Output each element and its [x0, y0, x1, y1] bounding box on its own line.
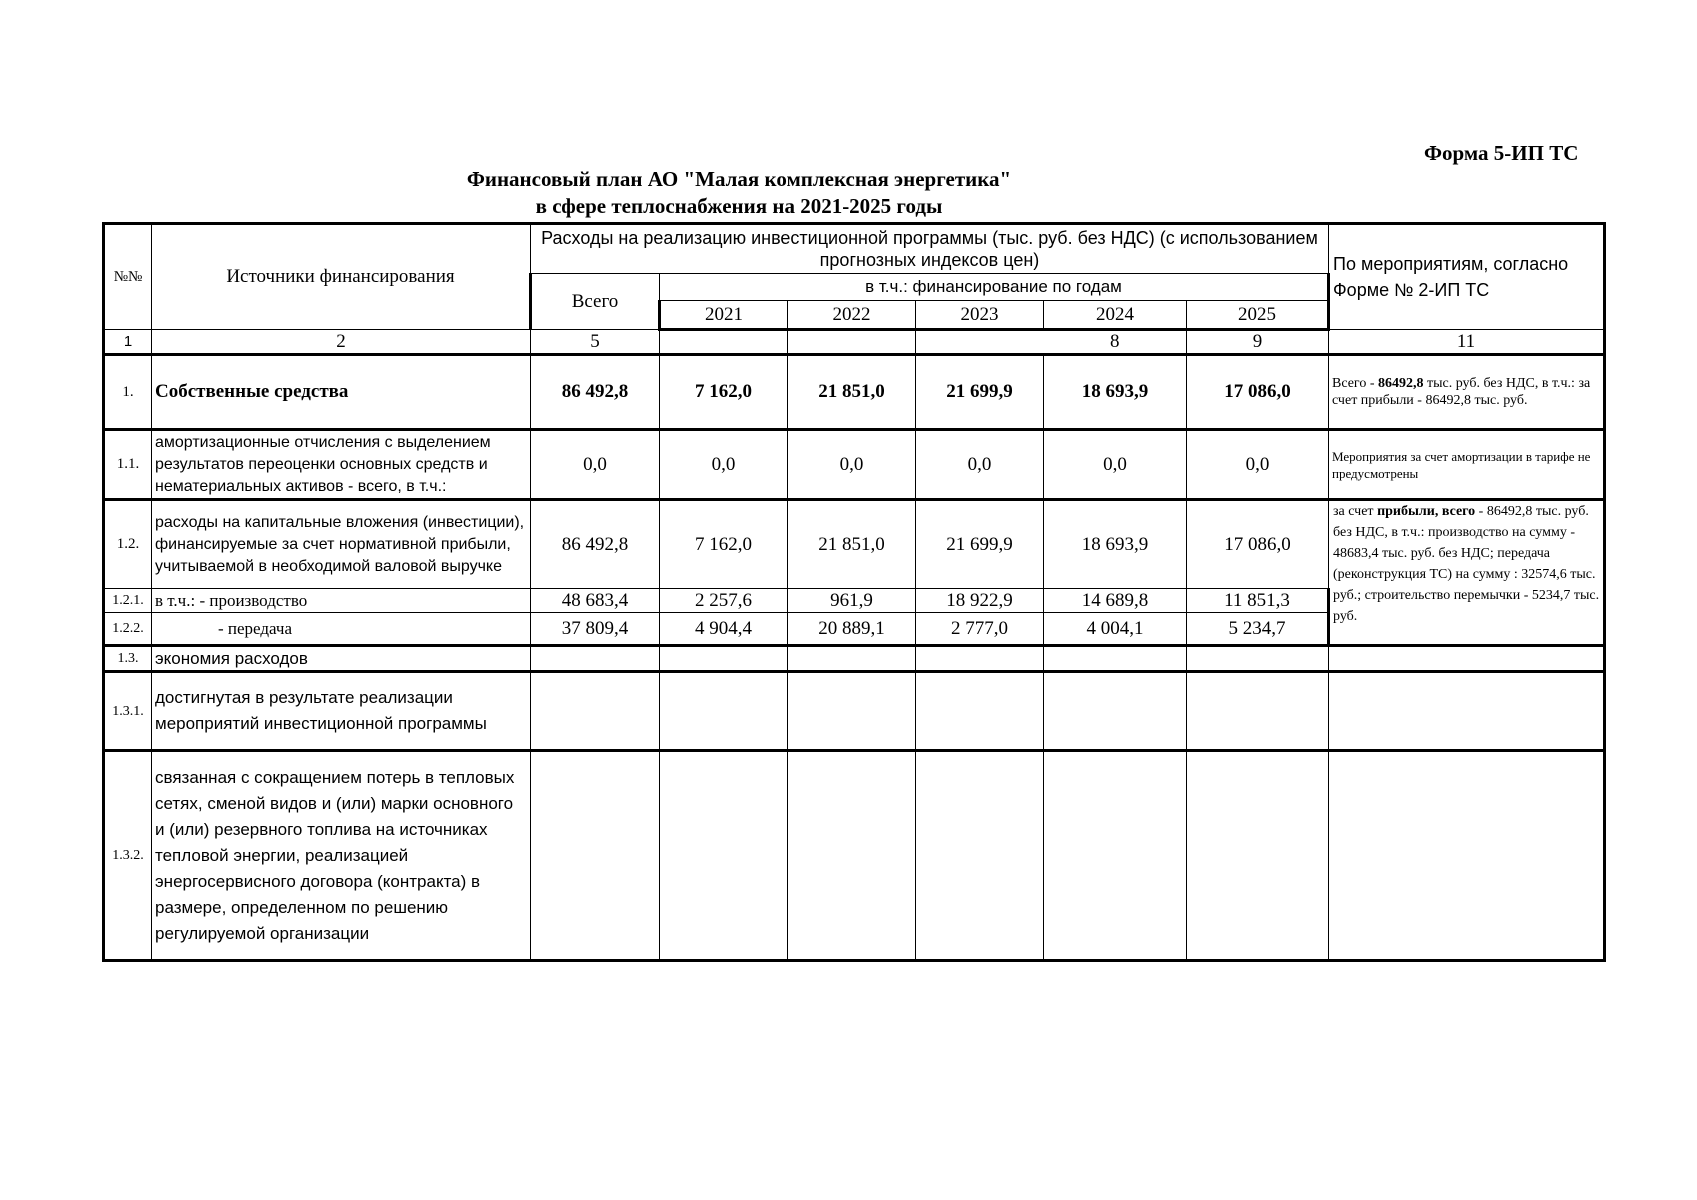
row-num: 1.2.1. [104, 589, 152, 613]
header-num: №№ [104, 224, 152, 330]
empty-cell [1044, 751, 1187, 961]
col-number-8: 8 [1044, 330, 1187, 355]
empty-cell [531, 672, 660, 751]
row-name: в т.ч.: - производство [152, 589, 531, 613]
empty-cell [1187, 646, 1329, 672]
row-value-2023: 21 699,9 [916, 500, 1044, 589]
row-value-2025: 0,0 [1187, 430, 1329, 500]
row-value-2022: 20 889,1 [788, 613, 916, 646]
row-note [1329, 500, 1605, 646]
note-text: - 86492,8 тыс. руб. без НДС, в т.ч.: производство на сумму - 48683,4 тыс. руб. без НДС; передача (реконструкция ТС) на сумму : 32574,6 тыс. руб.; строительство перемычки - 5234,7 тыс. руб. [1333, 504, 1600, 624]
row-value-2023: 2 777,0 [916, 613, 1044, 646]
row-value-2022: 21 851,0 [788, 500, 916, 589]
empty-cell [916, 751, 1044, 961]
row-name: связанная с сокращением потерь в тепловых сетях, сменой видов и (или) марки основного и (или) резервного топлива на источниках тепловой энергии, реализацией энергосервисного договора (контракта) в размере, определенном по решению регулируемой организации [152, 751, 531, 961]
row-num: 1.1. [104, 430, 152, 500]
col-number-empty [660, 330, 788, 355]
row-value-2025: 17 086,0 [1187, 355, 1329, 430]
row-value-2022: 0,0 [788, 430, 916, 500]
note-text: тыс. руб. без НДС, в т.ч.: за счет прибыли - 86492,8 тыс. руб. [1332, 376, 1591, 408]
row-value-2021: 4 904,4 [660, 613, 788, 646]
empty-cell [788, 751, 916, 961]
row-value-2024: 4 004,1 [1044, 613, 1187, 646]
row-num: 1.2. [104, 500, 152, 589]
header-year-2025: 2025 [1187, 301, 1329, 330]
row-value-2023: 18 922,9 [916, 589, 1044, 613]
empty-cell [1329, 751, 1605, 961]
row-value-2025: 17 086,0 [1187, 500, 1329, 589]
row-name: расходы на капитальные вложения (инвестиции), финансируемые за счет нормативной прибыли, учитываемой в необходимой валовой выручке [152, 500, 531, 589]
empty-cell [788, 646, 916, 672]
empty-cell [1329, 646, 1605, 672]
col-number-9: 9 [1187, 330, 1329, 355]
row-num: 1.2.2. [104, 613, 152, 646]
header-year-2022: 2022 [788, 301, 916, 330]
col-number-11: 11 [1329, 330, 1605, 355]
row-value-2023: 21 699,9 [916, 355, 1044, 430]
empty-cell [1329, 672, 1605, 751]
empty-cell [788, 672, 916, 751]
header-sources: Источники финансирования [152, 224, 531, 330]
header-year-2021: 2021 [660, 301, 788, 330]
empty-cell [531, 751, 660, 961]
row-note [1329, 355, 1605, 430]
row-num: 1.3.2. [104, 751, 152, 961]
row-value-total: 0,0 [531, 430, 660, 500]
note-text: за счет [1333, 504, 1378, 519]
col-number-empty [788, 330, 916, 355]
row-value-2023: 0,0 [916, 430, 1044, 500]
form-label: Форма 5-ИП ТС [1424, 141, 1579, 165]
row-value-total: 37 809,4 [531, 613, 660, 646]
empty-cell [1187, 672, 1329, 751]
document-title-line1: Финансовый план АО "Малая комплексная энергетика" [466, 167, 1012, 191]
empty-cell [660, 751, 788, 961]
row-num: 1. [104, 355, 152, 430]
row-value-2025: 5 234,7 [1187, 613, 1329, 646]
row-name: Собственные средства [152, 355, 531, 430]
header-events: По мероприятиям, согласно Форме № 2-ИП ТС [1329, 224, 1605, 330]
empty-cell [531, 646, 660, 672]
row-value-total: 86 492,8 [531, 355, 660, 430]
row-name: экономия расходов [152, 646, 531, 672]
document-title-line2: в сфере теплоснабжения на 2021-2025 годы [535, 194, 943, 218]
header-expenses: Расходы на реализацию инвестиционной программы (тыс. руб. без НДС) (с использованием прогнозных индексов цен) [531, 224, 1329, 274]
header-year-2023: 2023 [916, 301, 1044, 330]
row-note: Мероприятия за счет амортизации в тарифе не предусмотрены [1329, 430, 1605, 500]
financial-plan-table [102, 222, 1606, 962]
empty-cell [1044, 672, 1187, 751]
row-num: 1.3.1. [104, 672, 152, 751]
col-number-2: 2 [152, 330, 531, 355]
row-value-2021: 7 162,0 [660, 355, 788, 430]
note-bold-text: прибыли, всего [1377, 504, 1476, 519]
row-value-2024: 18 693,9 [1044, 355, 1187, 430]
col-number-empty [916, 330, 1044, 355]
row-value-2022: 21 851,0 [788, 355, 916, 430]
col-number-1: 1 [104, 330, 152, 355]
row-value-2025: 11 851,3 [1187, 589, 1329, 613]
row-value-2021: 2 257,6 [660, 589, 788, 613]
header-total: Всего [531, 274, 660, 330]
row-value-2024: 0,0 [1044, 430, 1187, 500]
row-num: 1.3. [104, 646, 152, 672]
row-name: амортизационные отчисления с выделением результатов переоценки основных средств и нематериальных активов - всего, в т.ч.: [152, 430, 531, 500]
row-name: - передача [152, 613, 531, 646]
empty-cell [1044, 646, 1187, 672]
header-by-years: в т.ч.: финансирование по годам [660, 274, 1329, 301]
note-bold-text: 86492,8 [1378, 376, 1424, 391]
row-value-total: 86 492,8 [531, 500, 660, 589]
row-value-2021: 7 162,0 [660, 500, 788, 589]
row-value-2024: 14 689,8 [1044, 589, 1187, 613]
empty-cell [916, 672, 1044, 751]
empty-cell [660, 672, 788, 751]
empty-cell [916, 646, 1044, 672]
empty-cell [1187, 751, 1329, 961]
header-year-2024: 2024 [1044, 301, 1187, 330]
note-text: Всего - [1332, 376, 1378, 391]
row-value-2021: 0,0 [660, 430, 788, 500]
row-value-2024: 18 693,9 [1044, 500, 1187, 589]
row-value-total: 48 683,4 [531, 589, 660, 613]
empty-cell [660, 646, 788, 672]
col-number-5: 5 [531, 330, 660, 355]
row-name: достигнутая в результате реализации мероприятий инвестиционной программы [152, 672, 531, 751]
row-value-2022: 961,9 [788, 589, 916, 613]
